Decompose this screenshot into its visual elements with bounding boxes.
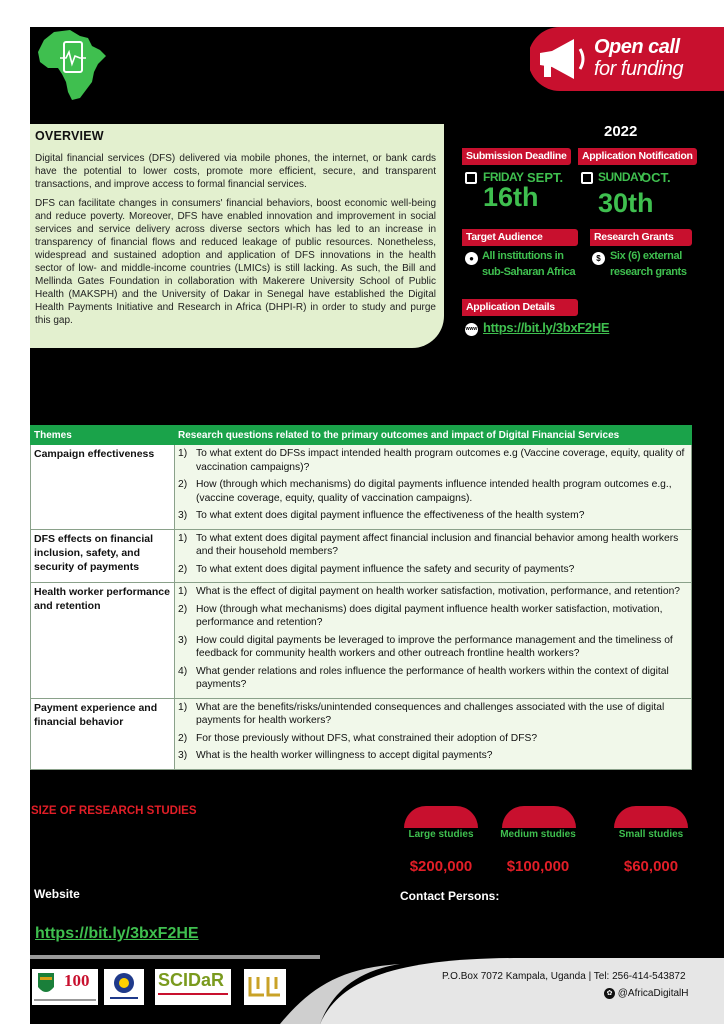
question-item bbox=[178, 585, 688, 599]
notification-day: SUNDAY bbox=[598, 170, 645, 184]
table-row bbox=[31, 529, 692, 583]
question-number: 4) bbox=[178, 665, 188, 677]
africa-phone-logo bbox=[36, 28, 108, 104]
overview-paragraph-1: Digital financial services (DFS) delivered via mobile phones, the internet, or bank cards have the potential to lower costs, promote more efficient, secure, and transparent transactions, and improve access to formal financial services. bbox=[35, 153, 436, 190]
submission-deadline-label: Submission Deadline bbox=[462, 148, 571, 165]
application-details-label: Application Details bbox=[462, 299, 578, 316]
question-text: For those previously without DFS, what constrained their adoption of DFS? bbox=[196, 732, 538, 744]
year-heading: 2022 bbox=[604, 123, 638, 140]
question-item bbox=[178, 447, 688, 474]
overview-title: OVERVIEW bbox=[35, 129, 104, 143]
question-text: To what extent do DFSs impact intended health program outcomes e.g (Vaccine coverage, equity, quality of vaccination campaigns)? bbox=[196, 448, 685, 473]
divider bbox=[30, 955, 320, 959]
question-number: 2) bbox=[178, 563, 188, 575]
question-item bbox=[178, 701, 688, 728]
questions-header: Research questions related to the primary outcomes and impact of Digital Financial Services bbox=[175, 426, 692, 445]
banner-title: Open call bbox=[594, 36, 680, 58]
question-text: How (through which mechanisms) do digital payments influence intended health program outcomes e.g., (vaccine coverage, equity, quality of vaccination campaigns). bbox=[196, 479, 672, 504]
question-number: 3) bbox=[178, 750, 188, 761]
theme-cell: Payment experience and financial behavior bbox=[31, 698, 175, 769]
question-text: To what extent does digital payment influence the effectiveness of the health system? bbox=[196, 510, 585, 521]
application-details-link[interactable]: https://bit.ly/3bxF2HE bbox=[483, 320, 610, 335]
question-text: How could digital payments be leveraged to improve the performance management and the timeliness of feedback for community health workers and other outreach frontline health workers? bbox=[196, 634, 673, 659]
question-text: How (through what mechanisms) does digital payment influence health worker satisfaction, motivation, performance and retention? bbox=[196, 603, 663, 628]
submission-month: SEPT. bbox=[527, 170, 564, 185]
partner-logo bbox=[244, 969, 286, 1005]
questions-cell bbox=[175, 445, 692, 530]
question-item bbox=[178, 532, 688, 559]
target-audience-line2: sub-Saharan Africa bbox=[482, 266, 576, 278]
website-link[interactable]: https://bit.ly/3bxF2HE bbox=[35, 925, 199, 942]
theme-cell: DFS effects on financial inclusion, safety, and security of payments bbox=[31, 529, 175, 583]
table-row bbox=[31, 445, 692, 530]
small-studies-value: $60,000 bbox=[623, 858, 679, 875]
calendar-icon bbox=[581, 172, 593, 184]
footer-address: P.O.Box 7072 Kampala, Uganda | Tel: 256-414-543872 bbox=[442, 971, 686, 982]
application-notification-label: Application Notification bbox=[578, 148, 697, 165]
question-text: What are the benefits/risks/unintended consequences and challenges associated with the use of digital payments for health workers? bbox=[196, 701, 665, 726]
grants-icon: $ bbox=[592, 252, 605, 265]
research-grants-line1: Six (6) external bbox=[610, 250, 682, 262]
questions-cell bbox=[175, 529, 692, 583]
notification-date: 30th bbox=[598, 188, 654, 218]
research-studies-title: SIZE OF RESEARCH STUDIES bbox=[31, 805, 197, 817]
submission-date: 16th bbox=[483, 182, 539, 212]
question-item bbox=[178, 665, 688, 692]
contact-persons-label: Contact Persons: bbox=[400, 889, 500, 903]
question-text: What is the effect of digital payment on health worker satisfaction, motivation, performance, and retention? bbox=[196, 586, 681, 597]
table-row bbox=[31, 583, 692, 699]
footer-twitter[interactable] bbox=[604, 988, 689, 999]
question-item bbox=[178, 563, 688, 577]
scidar-logo-text: SCIDaR bbox=[158, 970, 225, 990]
question-number: 3) bbox=[178, 510, 188, 521]
theme-cell: Health worker performance and retention bbox=[31, 583, 175, 699]
large-studies-shape bbox=[404, 806, 478, 828]
questions-cell bbox=[175, 698, 692, 769]
small-studies-label: Small studies bbox=[618, 829, 684, 840]
question-item bbox=[178, 509, 688, 523]
makerere-logo bbox=[32, 969, 98, 1005]
banner-subtitle: for funding bbox=[594, 58, 684, 80]
scidar-logo-underline bbox=[158, 993, 228, 995]
website-label: Website bbox=[34, 887, 80, 901]
question-number: 1) bbox=[178, 586, 188, 597]
question-number: 2) bbox=[178, 732, 188, 744]
large-studies-value: $200,000 bbox=[409, 858, 473, 875]
question-text: What gender relations and roles influence the performance of health workers within the context of digital payments? bbox=[196, 665, 669, 690]
target-audience-line1: All institutions in bbox=[482, 250, 564, 262]
globe-icon: www bbox=[465, 323, 478, 336]
medium-studies-shape bbox=[502, 806, 576, 828]
submission-day: FRIDAY bbox=[483, 170, 524, 184]
research-grants-line2: research grants bbox=[610, 266, 687, 278]
question-item bbox=[178, 478, 688, 505]
medium-studies-value: $100,000 bbox=[506, 858, 570, 875]
research-questions-table bbox=[30, 425, 692, 770]
table-body bbox=[31, 445, 692, 770]
notification-month: OCT. bbox=[641, 170, 671, 185]
question-item bbox=[178, 634, 688, 661]
target-audience-label: Target Audience bbox=[462, 229, 578, 246]
logo-100: 100 bbox=[64, 971, 90, 990]
question-text: What is the health worker willingness to accept digital payments? bbox=[196, 750, 493, 761]
overview-paragraph-2: DFS can facilitate changes in consumers' financial behaviors, boost economic well-being and reduce poverty. Moreover, DFS have enabled innovation and improvement in social services and service delivery across diverse sectors which has led to an increase in transparency of financial flows and reduced leakage of public resources. Nonetheless, widespread and sustained adoption and application of DFS innovations in the health sector of low- and middle-income countries (LMICs) is still lacking. As such, the Bill and Mellinda Gates Foundation in collaboration with Makerere University School of Public Health (MAKSPH) and the University of Dakar in Senegal have established the Digital Health Payments Initiative and Research in Africa (DHPI-R) in order to study and purge this gap. bbox=[35, 198, 436, 326]
small-studies-shape bbox=[614, 806, 688, 828]
question-number: 2) bbox=[178, 603, 188, 615]
medium-studies-label: Medium studies bbox=[500, 829, 576, 840]
question-item bbox=[178, 732, 688, 746]
partner-mark-icon bbox=[244, 969, 286, 1005]
twitter-handle: @AfricaDigitalH bbox=[617, 988, 689, 1000]
dakar-seal-icon bbox=[104, 969, 144, 1005]
question-number: 1) bbox=[178, 532, 188, 544]
question-number: 1) bbox=[178, 448, 188, 459]
themes-header: Themes bbox=[31, 426, 175, 445]
question-number: 2) bbox=[178, 479, 188, 490]
table-row bbox=[31, 698, 692, 769]
twitter-icon: ✿ bbox=[604, 988, 615, 999]
calendar-icon bbox=[465, 172, 477, 184]
people-icon: ● bbox=[465, 252, 478, 265]
question-item bbox=[178, 603, 688, 630]
question-number: 1) bbox=[178, 701, 188, 713]
table-header-row bbox=[31, 426, 692, 445]
research-grants-label: Research Grants bbox=[590, 229, 692, 246]
question-text: To what extent does digital payment affect financial inclusion and financial behavior among health workers and their household members? bbox=[196, 532, 679, 557]
question-number: 3) bbox=[178, 634, 188, 646]
question-item bbox=[178, 749, 688, 763]
scidar-logo bbox=[155, 969, 231, 1005]
theme-cell: Campaign effectiveness bbox=[31, 445, 175, 530]
large-studies-label: Large studies bbox=[408, 829, 474, 840]
question-text: To what extent does digital payment influence the safety and security of payments? bbox=[196, 563, 575, 575]
questions-cell bbox=[175, 583, 692, 699]
overview-section bbox=[30, 124, 444, 348]
dakar-university-logo bbox=[104, 969, 144, 1005]
